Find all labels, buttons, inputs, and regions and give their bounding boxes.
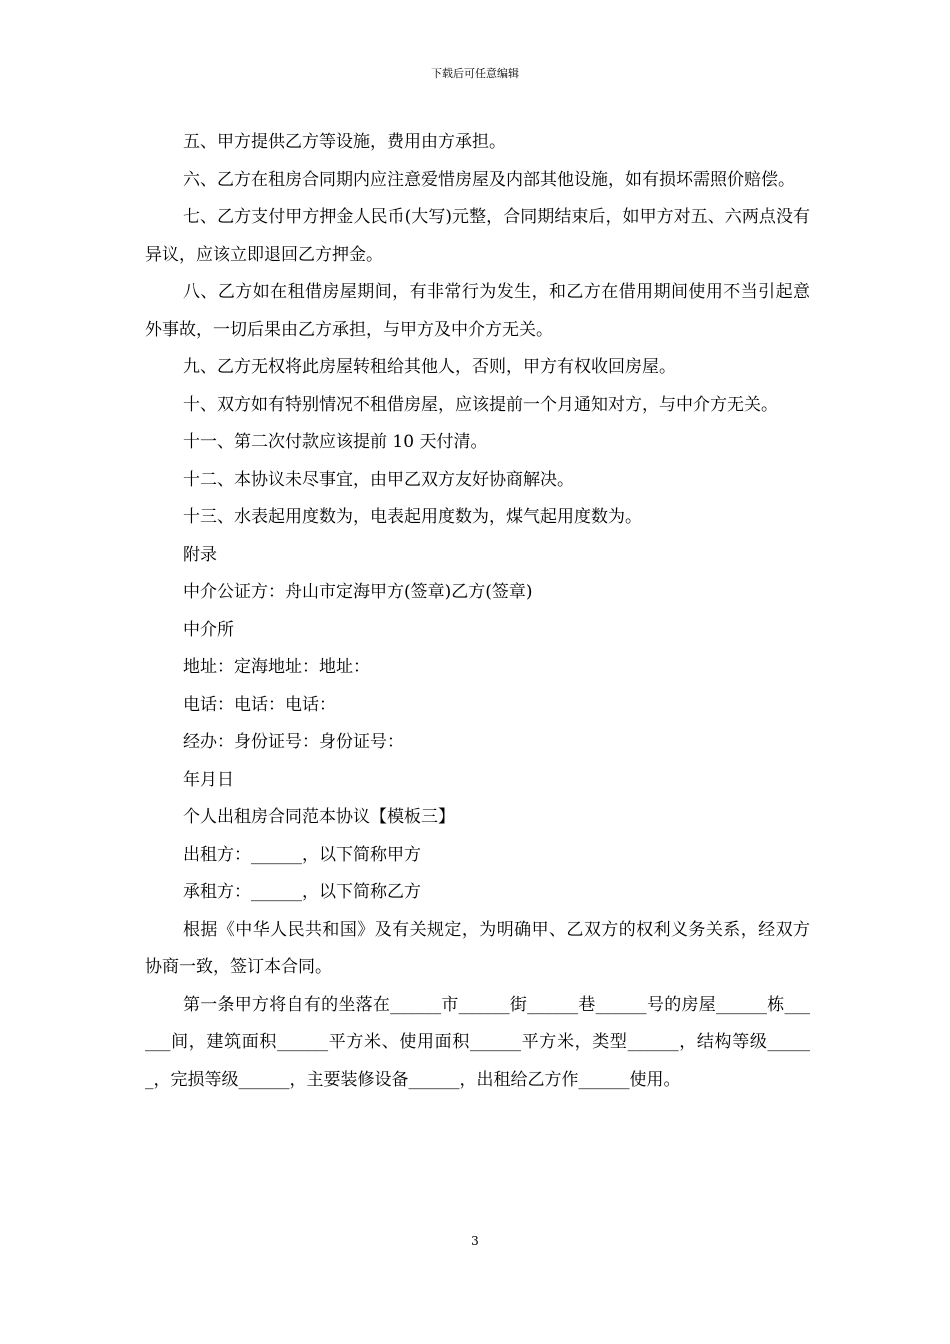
address-line: 地址：定海地址：地址： bbox=[183, 657, 370, 677]
agency-line: 中介所 bbox=[183, 619, 234, 640]
date-line: 年月日 bbox=[183, 769, 234, 790]
clause-6: 六、乙方在租房合同期内应注意爱惜房屋及内部其他设施，如有损坏需照价赔偿。 bbox=[183, 169, 795, 190]
clause-13: 十三、水表起用度数为，电表起用度数为，煤气起用度数为。 bbox=[183, 507, 642, 527]
article-1-paragraph: 第一条甲方将自有的坐落在______市______街______巷______号的房屋______栋______间，建筑面积______平方米、使用面积______平方米，类型______，结构等级______，完损等级______，主要装修设备______，出租给乙方作______使用。 bbox=[145, 994, 810, 1090]
preamble-paragraph: 根据《中华人民共和国》及有关规定，为明确甲、乙双方的权利义务关系，经双方协商一致，签订本合同。 bbox=[145, 919, 810, 977]
appendix-label: 附录 bbox=[183, 544, 217, 565]
page-number: 3 bbox=[471, 1234, 479, 1248]
handler-id-line: 经办：身份证号：身份证号： bbox=[183, 732, 404, 752]
page-header-note: 下载后可任意编辑 bbox=[431, 67, 519, 80]
document-body bbox=[145, 124, 810, 1099]
phone-line: 电话：电话：电话： bbox=[183, 694, 336, 715]
template-title: 个人出租房合同范本协议【模板三】 bbox=[183, 807, 455, 827]
clause-12: 十二、本协议未尽事宜，由甲乙双方友好协商解决。 bbox=[183, 469, 574, 490]
clause-7: 七、乙方支付甲方押金人民币(大写)元整，合同期结束后，如甲方对五、六两点没有异议，应该立即退回乙方押金。 bbox=[145, 207, 810, 265]
clause-9: 九、乙方无权将此房屋转租给其他人，否则，甲方有权收回房屋。 bbox=[183, 357, 676, 377]
clause-8: 八、乙方如在租借房屋期间，有非常行为发生，和乙方在借用期间使用不当引起意外事故，一切后果由乙方承担，与甲方及中介方无关。 bbox=[145, 282, 810, 340]
lessee-line: 承租方：______，以下简称乙方 bbox=[183, 882, 421, 902]
clause-5: 五、甲方提供乙方等设施，费用由方承担。 bbox=[183, 132, 506, 152]
lessor-line: 出租方：______，以下简称甲方 bbox=[183, 844, 421, 865]
signature-parties-line: 中介公证方：舟山市定海甲方(签章)乙方(签章) bbox=[183, 582, 533, 602]
clause-10: 十、双方如有特别情况不租借房屋，应该提前一个月通知对方，与中介方无关。 bbox=[183, 394, 778, 415]
clause-11: 十一、第二次付款应该提前 10 天付清。 bbox=[183, 432, 488, 452]
